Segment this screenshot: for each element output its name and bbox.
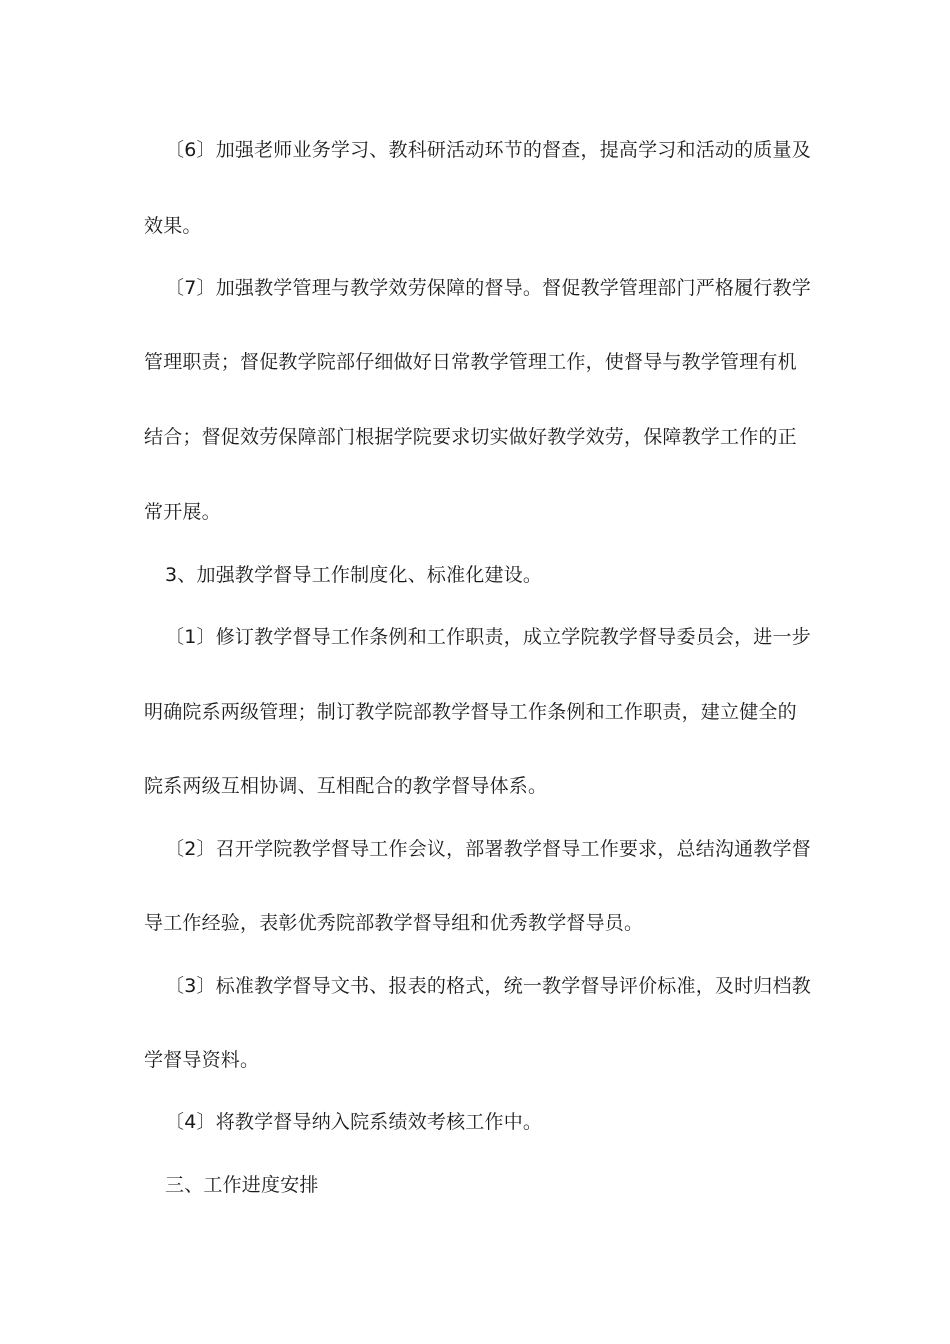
paragraph-line: 〔3〕标准教学督导文书、报表的格式，统一教学督导评价标准，及时归档教 xyxy=(165,975,811,997)
paragraph-line: 〔1〕修订教学督导工作条例和工作职责，成立学院教学督导委员会，进一步 xyxy=(165,626,811,648)
paragraph-line: 常开展。 xyxy=(144,501,221,523)
paragraph-line: 明确院系两级管理；制订教学院部教学督导工作条例和工作职责，建立健全的 xyxy=(144,701,797,723)
paragraph-line: 〔2〕召开学院教学督导工作会议，部署教学督导工作要求，总结沟通教学督 xyxy=(165,838,811,860)
section-heading: 3、加强教学督导工作制度化、标准化建设。 xyxy=(165,564,543,586)
paragraph-line: 〔4〕将教学督导纳入院系绩效考核工作中。 xyxy=(165,1111,543,1133)
paragraph-line: 学督导资料。 xyxy=(144,1049,260,1071)
paragraph-line: 结合；督促效劳保障部门根据学院要求切实做好教学效劳，保障教学工作的正 xyxy=(144,426,797,448)
paragraph-line: 导工作经验，表彰优秀院部教学督导组和优秀教学督导员。 xyxy=(144,912,644,934)
paragraph-line: 〔7〕加强教学管理与教学效劳保障的督导。督促教学管理部门严格履行教学 xyxy=(165,277,811,299)
paragraph-line: 效果。 xyxy=(144,215,202,237)
paragraph-line: 〔6〕加强老师业务学习、教科研活动环节的督查，提高学习和活动的质量及 xyxy=(165,139,811,161)
paragraph-line: 院系两级互相协调、互相配合的教学督导体系。 xyxy=(144,775,548,797)
paragraph-line: 管理职责；督促教学院部仔细做好日常教学管理工作，使督导与教学管理有机 xyxy=(144,351,797,373)
section-heading: 三、工作进度安排 xyxy=(165,1174,319,1196)
